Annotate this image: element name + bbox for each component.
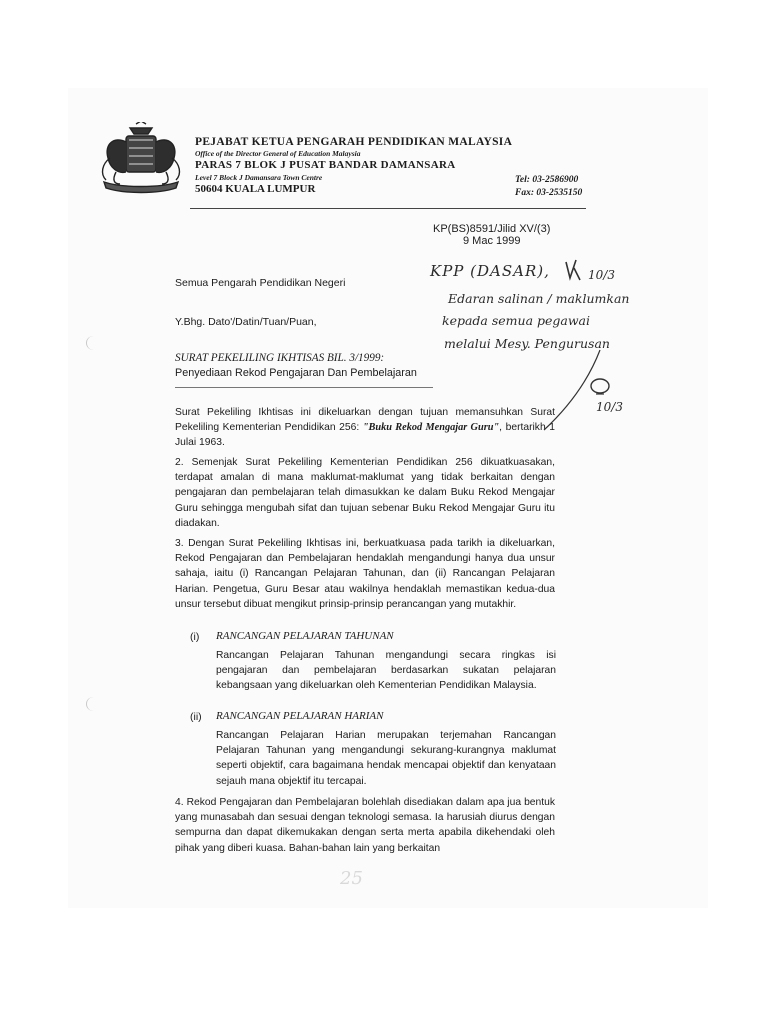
punch-hole-mark [86, 336, 101, 350]
subject-underline [175, 387, 433, 388]
item-numeral: (i) [190, 631, 200, 643]
item-text: Rancangan Pelajaran Tahunan mengandungi secara ringkas isi pengajaran dan pembelajaran berdasarkan sukatan pelajaran kebangsaan yang dikeluarkan oleh Kementerian Pendidikan Malaysia. [216, 650, 556, 692]
handwritten-note-line: Edaran salinan / maklumkan [448, 291, 630, 306]
handwritten-initial-icon [562, 258, 584, 284]
paragraph-4: 4. Rekod Pengajaran dan Pembelajaran bolehlah disediakan dalam apa jua bentuk yang munasabah dan sesuai dengan teknologi semasa. Ia harusiah diurus dengan sempurna dan dapat dikemukakan dengan serta merta apabila dikehendaki oleh pihak yang diberi kuasa. Bahan-bahan lain yang berkaitan [175, 797, 555, 854]
intro-quoted-title: "Buku Rekod Mengajar Guru" [362, 422, 500, 434]
item-heading: RANCANGAN PELAJARAN HARIAN [216, 710, 384, 722]
intro-text-b: , bertarikh 1 Julai 1963. [175, 422, 555, 449]
office-name-english: Office of the Director General of Education Malaysia [195, 149, 361, 158]
subject-subtitle: Penyediaan Rekod Pengajaran Dan Pembelajaran [175, 367, 417, 379]
handwritten-note-line: melalui Mesy. Pengurusan [444, 336, 610, 351]
header-divider [190, 208, 586, 209]
handwritten-date: 10/3 [588, 268, 615, 282]
paragraph-3: 3. Dengan Surat Pekeliling Ikhtisas ini, berkuatkuasa pada tarikh ia dikeluarkan, Rekod Pengajaran dan Pembelajaran hendaklah mengandungi hanya dua unsur sahaja, iaitu (i) Rancangan Pelajaran Tahunan, dan (ii) Rancangan Pelajaran Harian. Pengetua, Guru Besar atau wakilnya hendaklah memastikan kedua-dua unsur tersebut dibuat mengikut prinsip-prinsip perancangan yang mutakhir. [175, 538, 555, 610]
intro-text-a: Surat Pekeliling Ikhtisas ini dikeluarkan dengan tujuan memansuhkan Surat Pekeliling Kementerian Pendidikan 256: [175, 407, 555, 434]
address-line: PARAS 7 BLOK J PUSAT BANDAR DAMANSARA [195, 159, 456, 171]
faint-page-mark: 25 [340, 868, 363, 889]
letter-date: 9 Mac 1999 [463, 235, 521, 247]
item-numeral: (ii) [190, 711, 202, 723]
subject-title: SURAT PEKELILING IKHTISAS BIL. 3/1999: [175, 352, 385, 364]
coat-of-arms-icon [96, 122, 186, 200]
fax-number: Fax: 03-2535150 [515, 188, 583, 198]
handwritten-note-line: kepada semua pegawai [442, 313, 590, 328]
office-name: PEJABAT KETUA PENGARAH PENDIDIKAN MALAYSIA [195, 136, 513, 148]
address-line-english: Level 7 Block J Damansara Town Centre [195, 173, 323, 182]
telephone-number: Tel: 03-2586900 [515, 175, 579, 185]
item-text: Rancangan Pelajaran Harian merupakan terjemahan Rancangan Pelajaran Tahunan yang mengandungi sekurang-kurangnya maklumat seperti objektif, cara bagaimana hendak mencapai objektif dan kenyataan sejauh mana objektif itu tercapai. [216, 730, 556, 787]
postcode-city: 50604 KUALA LUMPUR [195, 183, 316, 195]
handwritten-kpp-dasar: KPP (DASAR), [430, 262, 550, 280]
punch-hole-mark [86, 697, 101, 711]
item-heading: RANCANGAN PELAJARAN TAHUNAN [216, 630, 394, 642]
handwritten-date: 10/3 [596, 400, 623, 414]
handwritten-stroke-icon [500, 346, 620, 436]
contact-block [515, 174, 582, 200]
reference-number: KP(BS)8591/Jilid XV/(3) [433, 223, 551, 235]
paragraph-intro [175, 405, 555, 451]
recipient: Semua Pengarah Pendidikan Negeri [175, 277, 346, 289]
salutation: Y.Bhg. Dato'/Datin/Tuan/Puan, [175, 316, 317, 328]
paragraph-2: 2. Semenjak Surat Pekeliling Kementerian Pendidikan 256 dikuatkuasakan, terdapat amalan di mana maklumat-maklumat yang tidak berkaitan dengan pengajaran dan pembelajaran telah dimasukkan ke dalam Buku Rekod Mengajar Guru sehingga mengubah sifat dan tujuan sebenar Buku Rekod Mengajar Guru itu diadakan. [175, 457, 555, 529]
